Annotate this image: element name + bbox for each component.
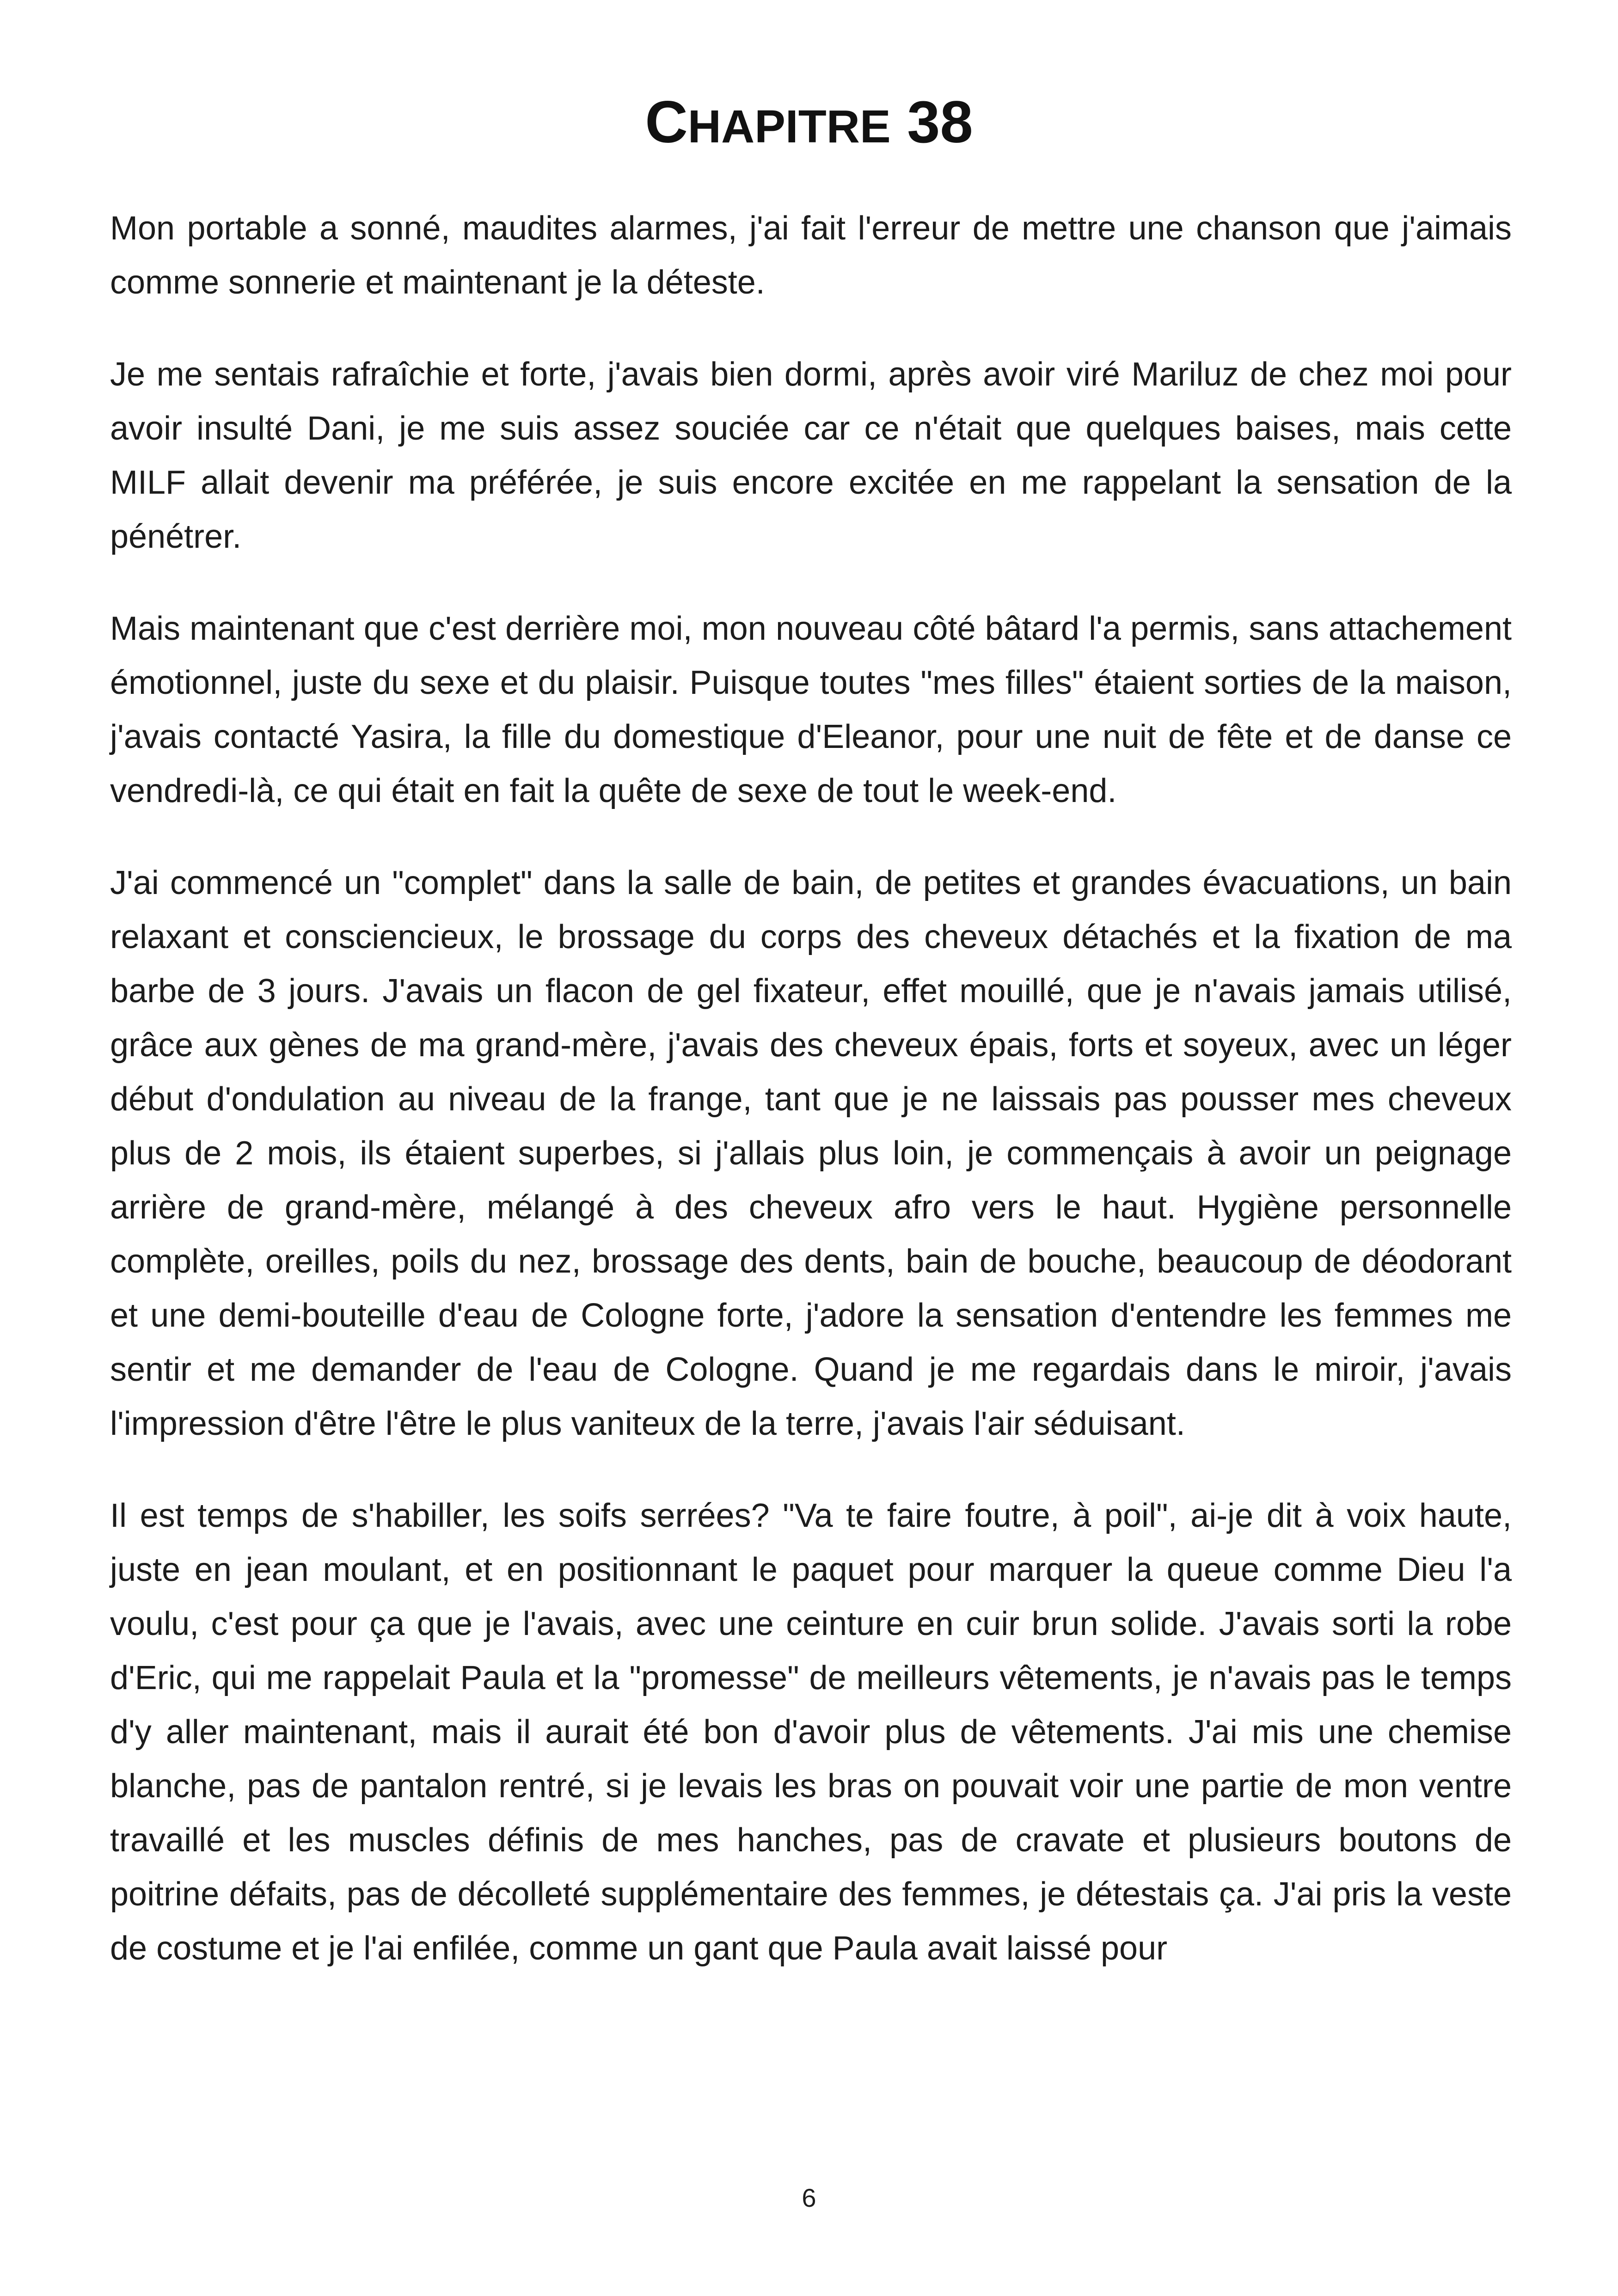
chapter-title: [0, 88, 1618, 161]
paragraph: Mon portable a sonné, maudites alarmes, j'ai fait l'erreur de mettre une chanson que j'aimais comme sonnerie et maintenant je la déteste.: [110, 210, 1512, 301]
chapter-body: [110, 202, 1512, 2014]
paragraph: Je me sentais rafraîchie et forte, j'avais bien dormi, après avoir viré Mariluz de chez moi pour avoir insulté Dani, je me suis assez souciée car ce n'était que quelques baises, mais cette MILF allait devenir ma préférée, je suis encore excitée en me rappelant la sensation de la pénétrer.: [110, 356, 1512, 555]
chapter-title-word: HAPITRE: [687, 101, 891, 153]
paragraph: J'ai commencé un "complet" dans la salle de bain, de petites et grandes évacuations, un bain relaxant et consciencieux, le brossage du corps des cheveux détachés et la fixation de ma barbe de 3 jours. J'avais un flacon de gel fixateur, effet mouillé, que je n'avais jamais utilisé, grâce aux gènes de ma grand-mère, j'avais des cheveux épais, forts et soyeux, avec un léger début d'ondulation au niveau de la frange, tant que je ne laissais pas pousser mes cheveux plus de 2 mois, ils étaient superbes, si j'allais plus loin, je commençais à avoir un peignage arrière de grand-mère, mélangé à des cheveux afro vers le haut. Hygiène personnelle complète, oreilles, poils du nez, brossage des dents, bain de bouche, beaucoup de déodorant et une demi-bouteille d'eau de Cologne forte, j'adore la sensation d'entendre les femmes me sentir et me demander de l'eau de Cologne. Quand je me regardais dans le miroir, j'avais l'impression d'être l'être le plus vaniteux de la terre, j'avais l'air séduisant.: [110, 864, 1512, 1442]
paragraph: Il est temps de s'habiller, les soifs serrées? "Va te faire foutre, à poil", ai-je dit à voix haute, juste en jean moulant, et en positionnant le paquet pour marquer la queue comme Dieu l'a voulu, c'est pour ça que je l'avais, avec une ceinture en cuir brun solide. J'avais sorti la robe d'Eric, qui me rappelait Paula et la "promesse" de meilleurs vêtements, je n'avais pas le temps d'y aller maintenant, mais il aurait été bon d'avoir plus de vêtements. J'ai mis une chemise blanche, pas de pantalon rentré, si je levais les bras on pouvait voir une partie de mon ventre travaillé et les muscles définis de mes hanches, pas de cravate et plusieurs boutons de poitrine défaits, pas de décolleté supplémentaire des femmes, je détestais ça. J'ai pris la veste de costume et je l'ai enfilée, comme un gant que Paula avait laissé pour: [110, 1497, 1512, 1967]
chapter-title-initial: C: [645, 89, 688, 155]
page-number: 6: [802, 2183, 816, 2212]
chapter-number: 38: [907, 89, 973, 155]
paragraph: Mais maintenant que c'est derrière moi, mon nouveau côté bâtard l'a permis, sans attachement émotionnel, juste du sexe et du plaisir. Puisque toutes "mes filles" étaient sorties de la maison, j'avais contacté Yasira, la fille du domestique d'Eleanor, pour une nuit de fête et de danse ce vendredi-là, ce qui était en fait la quête de sexe de tout le week-end.: [110, 610, 1512, 809]
